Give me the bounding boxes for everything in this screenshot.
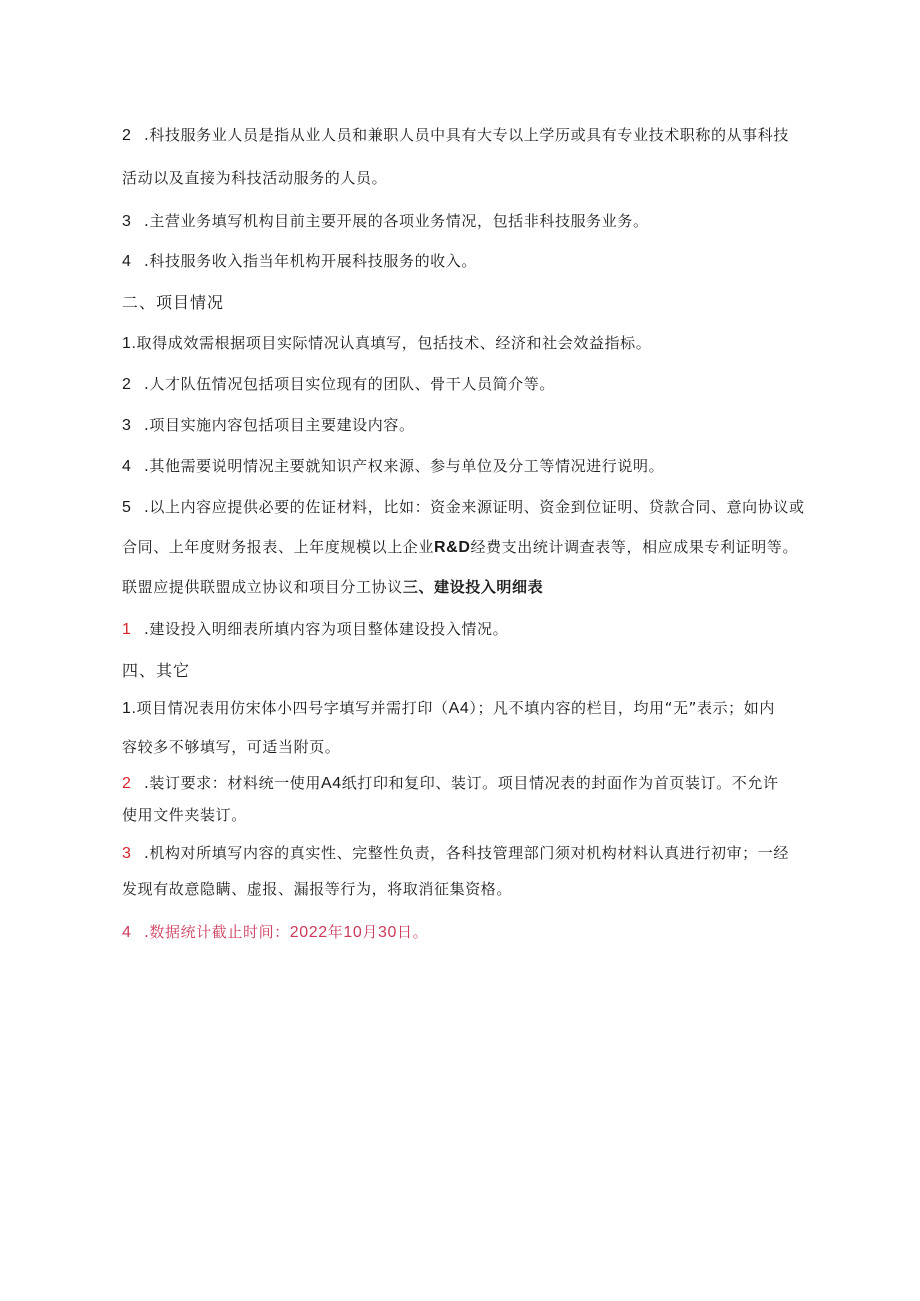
s4-item2-a4: A4 xyxy=(320,775,342,792)
s3-item1-num: 1 xyxy=(122,621,132,638)
s4-item1-a4: A4 xyxy=(448,700,470,717)
s4-item3-text2: 发现有故意隐瞒、虚报、漏报等行为，将取消征集资格。 xyxy=(122,880,513,898)
s2-item5-num: 5 xyxy=(122,499,132,516)
s2-item5-text2a: 合同、上年度财务报表、上年度规模以上企业 xyxy=(122,538,435,556)
s4-item4-day: 30 xyxy=(378,924,397,941)
s4-item2-text1a: .装订要求：材料统一使用 xyxy=(144,774,321,792)
s2-item3-text: .项目实施内容包括项目主要建设内容。 xyxy=(144,416,415,434)
s4-item1-num: 1. xyxy=(122,700,137,717)
s4-item3-num: 3 xyxy=(122,845,132,862)
s2-item2 xyxy=(122,373,555,394)
s4-item3-text1: .机构对所填写内容的真实性、完整性负责，各科技管理部门须对机构材料认真进行初审；一经 xyxy=(144,844,789,862)
s4-item2-line2 xyxy=(122,804,247,825)
s2-item3-num: 3 xyxy=(122,417,132,434)
s4-item4-year: 2022 xyxy=(289,924,328,941)
s4-item1-text1a: 项目情况表用仿宋体小四号字填写并需打印（ xyxy=(136,699,449,717)
s4-item4-text-d: 日。 xyxy=(397,923,429,941)
s4-item4-text-b: 年 xyxy=(327,923,344,941)
s1-item2-text2: 活动以及直接为科技活动服务的人员。 xyxy=(122,169,388,187)
s2-item3 xyxy=(122,414,415,435)
s4-item2-text1b: 纸打印和复印、装订。项目情况表的封面作为首页装订。不允许 xyxy=(341,774,779,792)
s4-item2-num: 2 xyxy=(122,775,132,792)
s4-item1-text2: 容较多不够填写，可适当附页。 xyxy=(122,738,341,756)
s2-item1-num: 1. xyxy=(122,335,137,352)
s4-item2-line1 xyxy=(122,772,779,793)
s4-item4-month: 10 xyxy=(343,924,363,941)
s4-item2-text2: 使用文件夹装订。 xyxy=(122,806,247,824)
s2-item5-line2 xyxy=(122,536,798,557)
s1-item2-line1 xyxy=(122,124,789,145)
s1-item3 xyxy=(122,210,649,231)
s2-item1-text: 取得成效需根据项目实际情况认真填写，包括技术、经济和社会效益指标。 xyxy=(136,334,652,352)
s1-item4-text: .科技服务收入指当年机构开展科技服务的收入。 xyxy=(144,252,477,270)
s4-item4 xyxy=(122,921,428,942)
s2-item5-text1: .以上内容应提供必要的佐证材料，比如：资金来源证明、资金到位证明、贷款合同、意向协议或 xyxy=(144,498,805,516)
s1-item4-num: 4 xyxy=(122,253,132,270)
s4-item1-line2 xyxy=(122,736,340,757)
s4-item1-text1b: ）；凡不填内容的栏目，均用“无”表示；如内 xyxy=(469,699,775,717)
s2-item4-text: .其他需要说明情况主要就知识产权来源、参与单位及分工等情况进行说明。 xyxy=(144,457,665,475)
s2-item2-num: 2 xyxy=(122,376,132,393)
s2-item5-line3 xyxy=(122,576,543,597)
s4-item3-line2 xyxy=(122,878,512,899)
s4-item1-line1 xyxy=(122,697,775,718)
s4-item4-text-c: 月 xyxy=(362,923,378,941)
s2-item2-text: .人才队伍情况包括项目实位现有的团队、骨干人员简介等。 xyxy=(144,375,555,393)
s3-item1-text: .建设投入明细表所填内容为项目整体建设投入情况。 xyxy=(144,620,509,638)
s4-item3-line1 xyxy=(122,842,789,863)
s2-item5-rd: R&D xyxy=(434,539,471,556)
s2-item1 xyxy=(122,332,651,353)
s3-item1 xyxy=(122,618,508,639)
s2-item4 xyxy=(122,455,664,476)
s2-item4-num: 4 xyxy=(122,458,132,475)
s2-item5-text3: 联盟应提供联盟成立协议和项目分工协议 xyxy=(122,578,403,596)
s3-heading: 三、建设投入明细表 xyxy=(402,578,544,596)
s2-item5-line1 xyxy=(122,496,805,517)
s4-item4-num: 4 xyxy=(122,924,132,941)
s2-heading: 二、项目情况 xyxy=(122,293,225,312)
s1-item2-text1: .科技服务业人员是指从业人员和兼职人员中具有大专以上学历或具有专业技术职称的从事科技 xyxy=(144,126,789,144)
s1-item2-line2 xyxy=(122,167,387,188)
s1-item3-text: .主营业务填写机构目前主要开展的各项业务情况，包括非科技服务业务。 xyxy=(144,212,649,230)
s2-item5-text2b: 经费支出统计调查表等，相应成果专利证明等。 xyxy=(470,538,799,556)
s1-item3-num: 3 xyxy=(122,213,132,230)
s1-item4 xyxy=(122,250,477,271)
s4-heading: 四、其它 xyxy=(122,661,191,680)
s4-item4-text-a: .数据统计截止时间： xyxy=(144,923,290,941)
s1-item2-num: 2 xyxy=(122,127,132,144)
